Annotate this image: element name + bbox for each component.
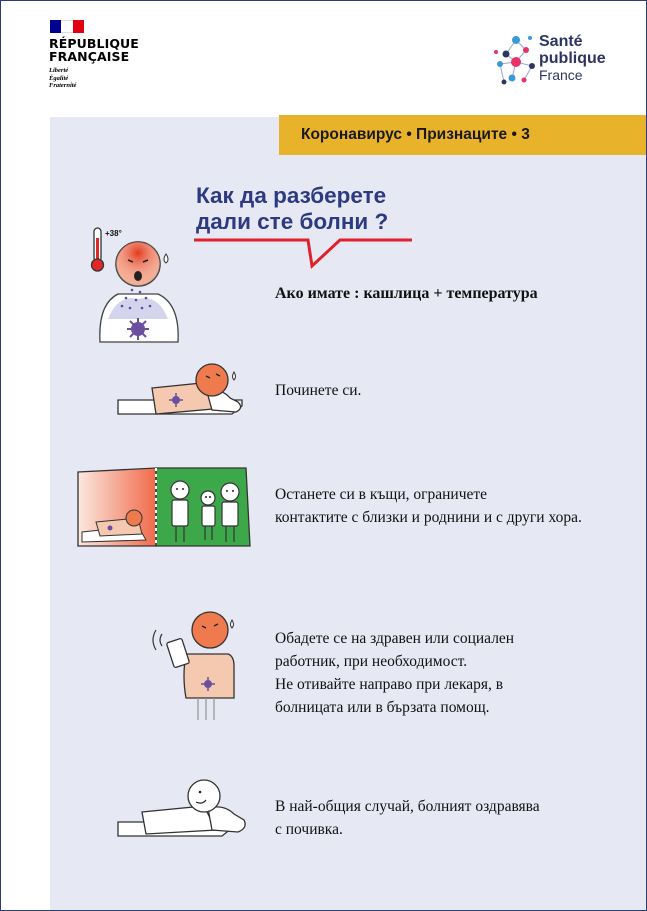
french-flag-icon: [50, 20, 84, 33]
step-stay-home-text: Останете си в къщи, ограничете контактите с близки и роднини и с други хора.: [275, 486, 582, 526]
step-rest-text: Починете си.: [275, 382, 362, 399]
mobile-phone-icon: [166, 638, 189, 668]
step-call-text: Обадете се на здравен или социален работник, при необходимост. Не отивайте направо при лекаря, в болницата или в бързата помощ.: [275, 630, 515, 716]
virus-icon: [127, 318, 149, 340]
recovered-person-illustration: [112, 774, 252, 840]
symptoms-text: Ако имате : кашлица + температура: [275, 285, 538, 302]
stay-home-illustration: [76, 464, 252, 548]
network-dots-icon: [492, 32, 540, 94]
speech-bubble-tail: [190, 232, 420, 272]
thermometer-icon: [92, 228, 104, 271]
sante-publique-france-logo: [492, 32, 622, 98]
republique-francaise-logo: [49, 20, 159, 90]
page-heading: Как да разберете дали сте болни ?: [196, 183, 389, 234]
section-banner: Коронавирус • Признаците • 3: [279, 115, 646, 155]
republic-motto: Liberté Égalité Fraternité: [49, 67, 77, 89]
temperature-label: +38°: [105, 229, 122, 238]
step-recovery-text: В най-общия случай, болният оздравява с почивка.: [275, 798, 540, 838]
resting-person-illustration: [112, 358, 252, 420]
sick-person-fever-illustration: [88, 224, 188, 349]
spf-wordmark: Santé publique France: [539, 33, 606, 83]
phone-call-illustration: [150, 606, 240, 722]
republique-title: RÉPUBLIQUE FRANÇAISE: [49, 36, 139, 64]
